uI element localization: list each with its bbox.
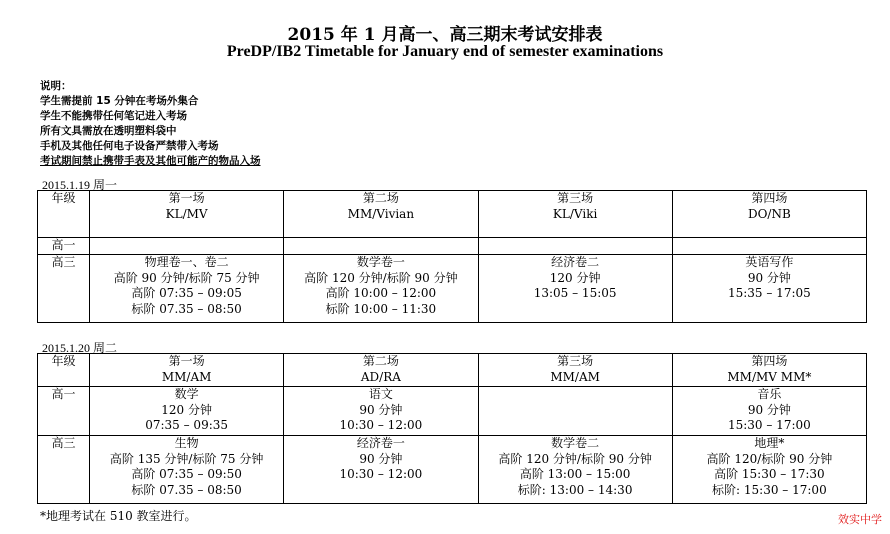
session-header: 第三场 MM/AM [478,354,672,387]
exam-cell [478,387,672,436]
session-header: 第三场 KL/Viki [478,191,672,238]
exam-cell: 英语写作 90 分钟 15:35 – 17:05 [672,255,866,323]
grade-cell: 高三 [38,255,90,323]
session-header: 第四场 MM/MV MM* [672,354,866,387]
table-row [38,436,867,504]
exam-cell [90,238,284,255]
footnote: *地理考试在 510 教室进行。 [40,509,197,523]
exam-cell: 生物 高阶 135 分钟/标阶 75 分钟 高阶 07:35 – 09:50 标阶 07.35 – 08:50 [90,436,284,504]
rules-heading: 说明： [40,80,72,92]
rule-line: 学生需提前 15 分钟在考场外集合 [40,95,199,107]
exam-cell: 经济卷一 90 分钟 10:30 – 12:00 [284,436,478,504]
exam-cell: 物理卷一、卷二 高阶 90 分钟/标阶 75 分钟 高阶 07:35 – 09:05 标阶 07.35 – 08:50 [90,255,284,323]
grade-header: 年级 [38,354,90,387]
page-title-cn: 2015 年 1 月高一、高三期末考试安排表 [287,25,603,45]
session-header: 第四场 DO/NB [672,191,866,238]
day1-date: 2015.1.19 周一 [42,178,118,192]
exam-cell [672,238,866,255]
exam-cell: 地理* 高阶 120/标阶 90 分钟 高阶 15:30 – 17:30 标阶: 15:30 – 17:00 [672,436,866,504]
rule-line: 手机及其他任何电子设备严禁带入考场 [40,140,219,152]
rule-line: 考试期间禁止携带手表及其他可能产的物品入场 [40,155,261,167]
day1-timetable [37,190,867,323]
exam-cell: 数学卷二 高阶 120 分钟/标阶 90 分钟 高阶 13:00 – 15:00 标阶: 13:00 – 14:30 [478,436,672,504]
watermark: 效实中学 [838,513,882,526]
rule-line: 学生不能携带任何笔记进入考场 [40,110,187,122]
table-row [38,387,867,436]
session-header: 第一场 MM/AM [90,354,284,387]
exam-cell: 数学 120 分钟 07:35 – 09:35 [90,387,284,436]
exam-rules [40,79,261,169]
table-header-row [38,354,867,387]
exam-cell: 语文 90 分钟 10:30 – 12:00 [284,387,478,436]
rule-line: 所有文具需放在透明塑料袋中 [40,125,177,137]
exam-cell [284,238,478,255]
day2-date: 2015.1.20 周二 [42,341,118,355]
session-header: 第二场 AD/RA [284,354,478,387]
grade-cell: 高三 [38,436,90,504]
table-row [38,255,867,323]
exam-cell: 音乐 90 分钟 15:30 – 17:00 [672,387,866,436]
table-header-row [38,191,867,238]
session-header: 第二场 MM/Vivian [284,191,478,238]
session-header: 第一场 KL/MV [90,191,284,238]
grade-cell: 高一 [38,387,90,436]
grade-header: 年级 [38,191,90,238]
day2-timetable [37,353,867,504]
exam-cell: 经济卷二 120 分钟 13:05 – 15:05 [478,255,672,323]
page-title-en: PreDP/IB2 Timetable for January end of semester examinations [226,43,664,60]
table-row [38,238,867,255]
grade-cell: 高一 [38,238,90,255]
exam-cell [478,238,672,255]
exam-cell: 数学卷一 高阶 120 分钟/标阶 90 分钟 高阶 10:00 – 12:00 标阶 10:00 – 11:30 [284,255,478,323]
